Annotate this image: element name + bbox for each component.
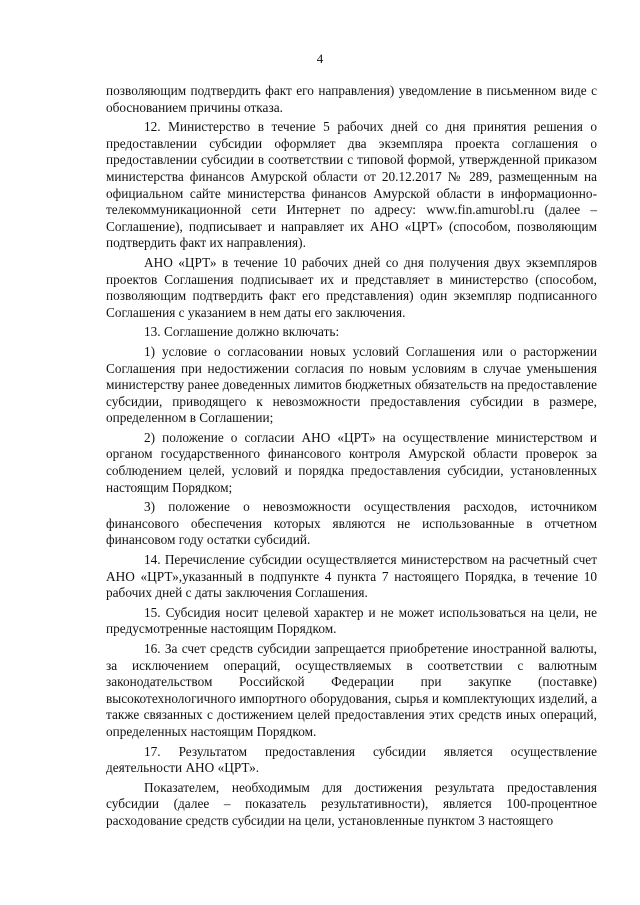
paragraph-13-item-1: 1) условие о согласовании новых условий Соглашения или о расторжении Соглашения при недостижении согласия по новым условиям в случае уменьшения министерству ранее доведенных лимитов бюджетных обязательств на предоставление субсидии, приводящего к невозможности предоставления субсидии в размере, определенном в Соглашении; <box>106 343 597 426</box>
paragraph-indicator: Показателем, необходимым для достижения результата предоставления субсидии (далее – показатель результативности), является 100-процентное расходование средств субсидии на цели, установленные пунктом 3 настоящего <box>106 779 597 828</box>
page-number: 4 <box>316 51 324 66</box>
paragraph-ano-crt-signing: АНО «ЦРТ» в течение 10 рабочих дней со дня получения двух экземпляров проектов Соглашения подписывает их и представляет в министерство (способом, позволяющим подтвердить факт его представления) один экземпляр подписанного Соглашения с указанием в нем даты его заключения. <box>106 254 597 320</box>
paragraph-12: 12. Министерство в течение 5 рабочих дней со дня принятия решения о предоставлении субсидии оформляет два экземпляра проекта соглашения о предоставлении субсидии в соответствии с типовой формой, утвержденной приказом министерства финансов Амурской области от 20.12.2017 № 289, размещенным на официальном сайте министерства финансов Амурской области в информационно-телекоммуникационной сети Интернет по адресу: www.fin.amurobl.ru (далее – Соглашение), подписывает и направляет их АНО «ЦРТ» (способом, позволяющим подтвердить факт их направления). <box>106 119 597 251</box>
paragraph-13-item-2: 2) положение о согласии АНО «ЦРТ» на осуществление министерством и органом государственного финансового контроля Амурской области проверок за соблюдением целей, условий и порядка предоставления субсидии, установленных настоящим Порядком; <box>106 429 597 495</box>
paragraph-13: 13. Соглашение должно включать: <box>144 324 340 340</box>
paragraph-15: 15. Субсидия носит целевой характер и не может использоваться на цели, не предусмотренные настоящим Порядком. <box>106 604 597 637</box>
paragraph-14: 14. Перечисление субсидии осуществляется министерством на расчетный счет АНО «ЦРТ»,указанный в подпункте 4 пункта 7 настоящего Порядка, в течение 10 рабочих дней с даты заключения Соглашения. <box>106 552 597 601</box>
document-body <box>106 83 597 833</box>
paragraph-16: 16. За счет средств субсидии запрещается приобретение иностранной валюты, за исключением операций, осуществляемых в соответствии с валютным законодательством Российской Федерации при закупке (поставке) высокотехнологичного импортного оборудования, сырья и комплектующих изделий, а также связанных с достижением целей предоставления этих средств иных операций, определенных настоящим Порядком. <box>106 641 597 739</box>
paragraph-13-item-3: 3) положение о невозможности осуществления расходов, источником финансового обеспечения которых являются не использованные в отчетном финансовом году остатки субсидий. <box>106 499 597 548</box>
paragraph-continuation: позволяющим подтвердить факт его направления) уведомление в письменном виде с обоснованием причины отказа. <box>106 83 597 115</box>
paragraph-17: 17. Результатом предоставления субсидии является осуществление деятельности АНО «ЦРТ». <box>106 743 597 776</box>
